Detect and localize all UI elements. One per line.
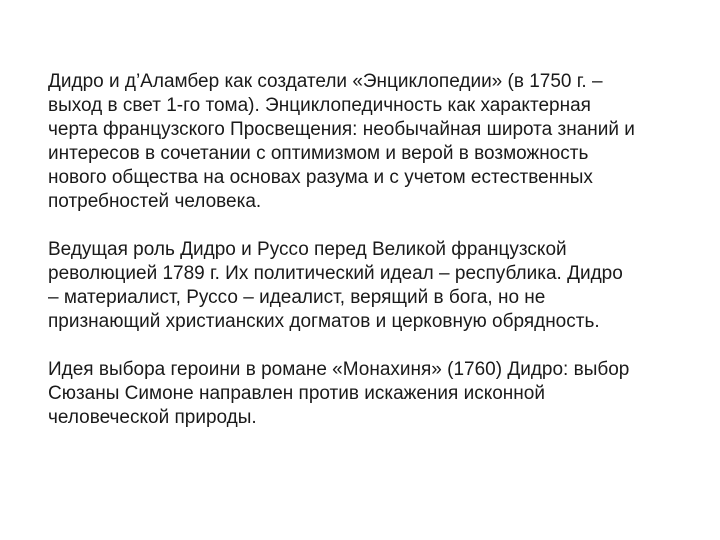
paragraph-revolution (48, 238, 688, 334)
paragraph-text: и д’Аламбер как создатели «Энциклопедии» (в 1750 г. – выход в свет 1-го тома). Энциклопедичность как характерная черта французского Просвещения: необычайная широта знаний и интересов в сочетании с оптимизмом и верой в возможность нового общества на основах разума и с учетом естественных потребностей человека. (48, 71, 635, 212)
paragraph-lead: Дидро (48, 71, 104, 92)
paragraph-text: Ведущая роль Дидро и Руссо перед Великой французской революцией 1789 г. Их политический идеал – республика. Дидро – материалист, Руссо – идеалист, верящий в бога, но не признающий христианских догматов и церковную обрядность. (48, 239, 623, 332)
paragraph-encyclopedia (48, 70, 688, 214)
paragraph-text: Идея выбора героини в романе «Монахиня» (1760) Дидро: выбор Сюзаны Симоне направлен против искажения исконной человеческой природы. (48, 359, 630, 428)
slide-text-body (48, 70, 688, 454)
paragraph-nun (48, 358, 688, 430)
